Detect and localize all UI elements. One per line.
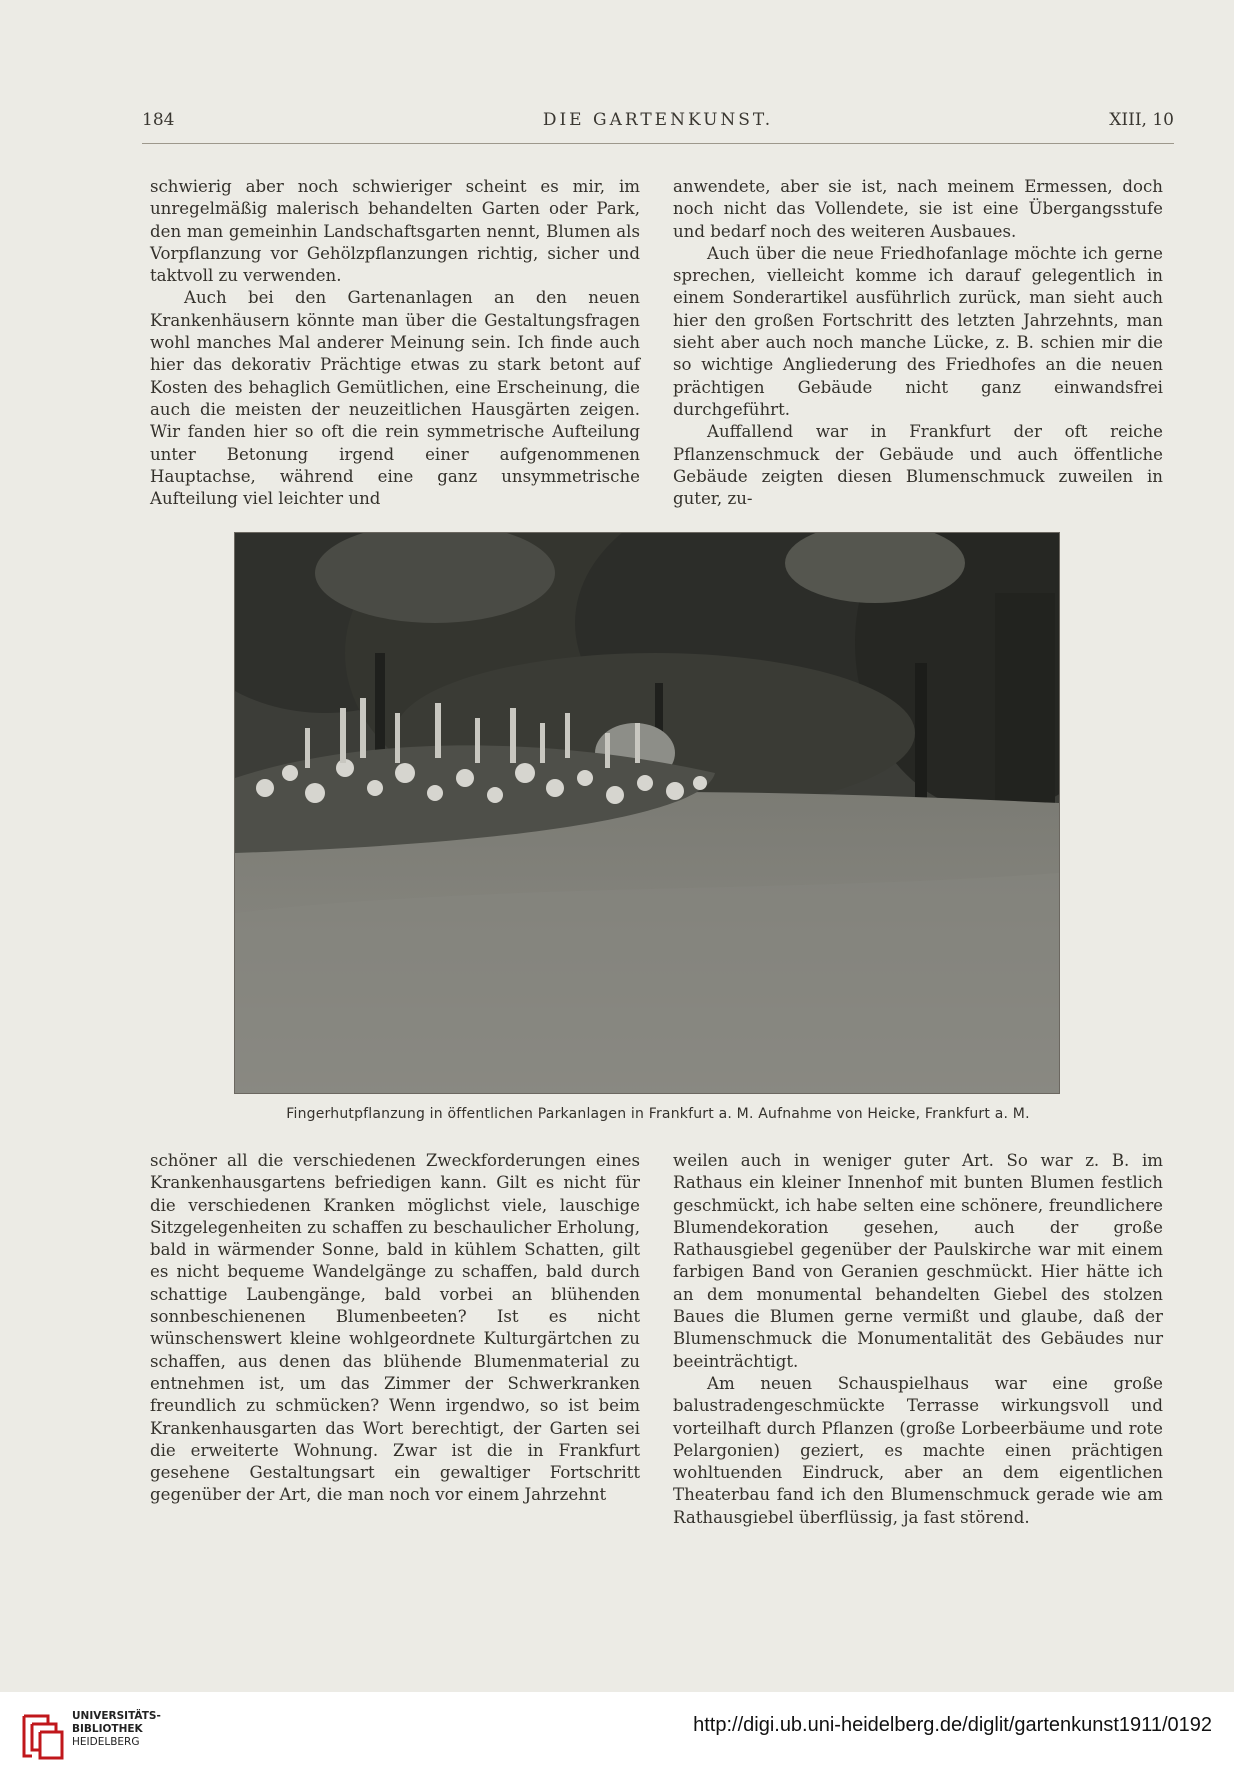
paragraph: anwendete, aber sie ist, nach meinem Ermessen, doch noch nicht das Vollendete, sie ist eine Übergangsstufe und bedarf noch des weiteren Ausbaues. — [673, 177, 1163, 241]
column-left-top — [150, 176, 640, 510]
running-header — [142, 110, 1174, 138]
library-name — [72, 1710, 161, 1749]
journal-title: DIE GARTENKUNST. — [542, 110, 774, 130]
foxglove-planting-image — [235, 533, 1059, 1093]
park-photograph — [234, 532, 1060, 1094]
paragraph: Auch bei den Gartenanlagen an den neuen Krankenhäusern könnte man über die Gestaltungsfragen wohl manches Mal anderer Meinung sein. Ich finde auch hier das dekorativ Prächtige etwas zu stark betont auf Kosten des behaglich Gemütlichen, eine Erscheinung, die auch die meisten der neuzeitlichen Hausgärten zeigen. Wir fanden hier so oft die rein symmetrische Aufteilung unter Betonung irgend einer aufgenommenen Hauptachse, während eine ganz unsymmetrische Aufteilung viel leichter und — [150, 288, 640, 509]
library-logo-icon — [18, 1706, 68, 1764]
digitization-footer — [0, 1692, 1234, 1780]
paragraph: Auffallend war in Frankfurt der oft reiche Pflanzenschmuck der Gebäude und auch öffentliche Gebäude zeigten diesen Blumenschmuck zuweilen in guter, zu- — [673, 422, 1163, 509]
column-right-bottom — [673, 1150, 1163, 1529]
page-number: 184 — [142, 110, 175, 130]
column-right-top — [673, 176, 1163, 510]
library-name-line: BIBLIOTHEK — [72, 1723, 143, 1735]
permalink-url[interactable]: http://digi.ub.uni-heidelberg.de/diglit/gartenkunst1911/0192 — [693, 1714, 1212, 1736]
paragraph: weilen auch in weniger guter Art. So war z. B. im Rathaus ein kleiner Innenhof mit bunten Blumen festlich geschmückt, ich habe selten eine schönere, freundlichere Blumendekoration gesehen, auch der große Rathausgiebel gegenüber der Paulskirche war mit einem farbigen Band von Geranien geschmückt. Hier hätte ich an dem monumental behandelten Giebel des stolzen Baues die Blumen gerne vermißt und glaube, daß der Blumenschmuck die Monumentalität des Gebäudes nur beeinträchtigt. — [673, 1151, 1163, 1371]
header-rule — [142, 143, 1174, 144]
paragraph: schwierig aber noch schwieriger scheint es mir, im unregelmäßig malerisch behandelten Garten oder Park, den man gemeinhin Landschaftsgarten nennt, Blumen als Vorpflanzung vor Gehölzpflanzungen richtig, sicher und taktvoll zu verwenden. — [150, 177, 640, 286]
figure-caption: Fingerhutpflanzung in öffentlichen Parkanlagen in Frankfurt a. M. Aufnahme von Heicke, Frankfurt a. M. — [286, 1106, 1030, 1122]
paragraph: schöner all die verschiedenen Zweckforderungen eines Krankenhausgartens befriedigen kann. Gilt es nicht für die verschiedenen Kranken möglichst viele, lauschige Sitzgelegenheiten zu schaffen zu beschaulicher Erholung, bald in wärmender Sonne, bald in kühlem Schatten, gilt es nicht bequeme Wandelgänge zu schaffen, bald durch schattige Laubengänge, bald vorbei an blühenden sonnbeschienenen Blumenbeeten? Ist es nicht wünschenswert kleine wohlgeordnete Kulturgärtchen zu schaffen, aus denen das blühende Blumenmaterial zu entnehmen ist, um das Zimmer der Schwerkranken freundlich zu schmücken? Wenn irgendwo, so ist beim Krankenhausgarten das Wort berechtigt, der Garten sei die erweiterte Wohnung. Zwar ist die in Frankfurt gesehene Gestaltungsart ein gewaltiger Fortschritt gegenüber der Art, die man noch vor einem Jahrzehnt — [150, 1151, 640, 1505]
paragraph: Am neuen Schauspielhaus war eine große balustradengeschmückte Terrasse wirkungsvoll und vorteilhaft durch Pflanzen (große Lorbeerbäume und rote Pelargonien) geziert, es machte einen prächtigen wohltuenden Eindruck, aber an dem eigentlichen Theaterbau fand ich den Blumenschmuck gerade wie am Rathausgiebel überflüssig, ja fast störend. — [673, 1373, 1163, 1527]
volume-issue: XIII, 10 — [1109, 110, 1174, 130]
paragraph: Auch über die neue Friedhofanlage möchte ich gerne sprechen, vielleicht komme ich darauf gelegentlich in einem Sonderartikel ausführlich zurück, man sieht auch hier den großen Fortschritt des letzten Jahrzehnts, man sieht aber auch noch manche Lücke, z. B. schien mir die so wichtige Angliederung des Friedhofes an die neuen prächtigen Gebäude nicht ganz einwandsfrei durchgeführt. — [673, 243, 1163, 419]
column-left-bottom — [150, 1150, 640, 1507]
library-name-line: UNIVERSITÄTS- — [72, 1710, 161, 1722]
library-name-line: HEIDELBERG — [72, 1736, 140, 1748]
